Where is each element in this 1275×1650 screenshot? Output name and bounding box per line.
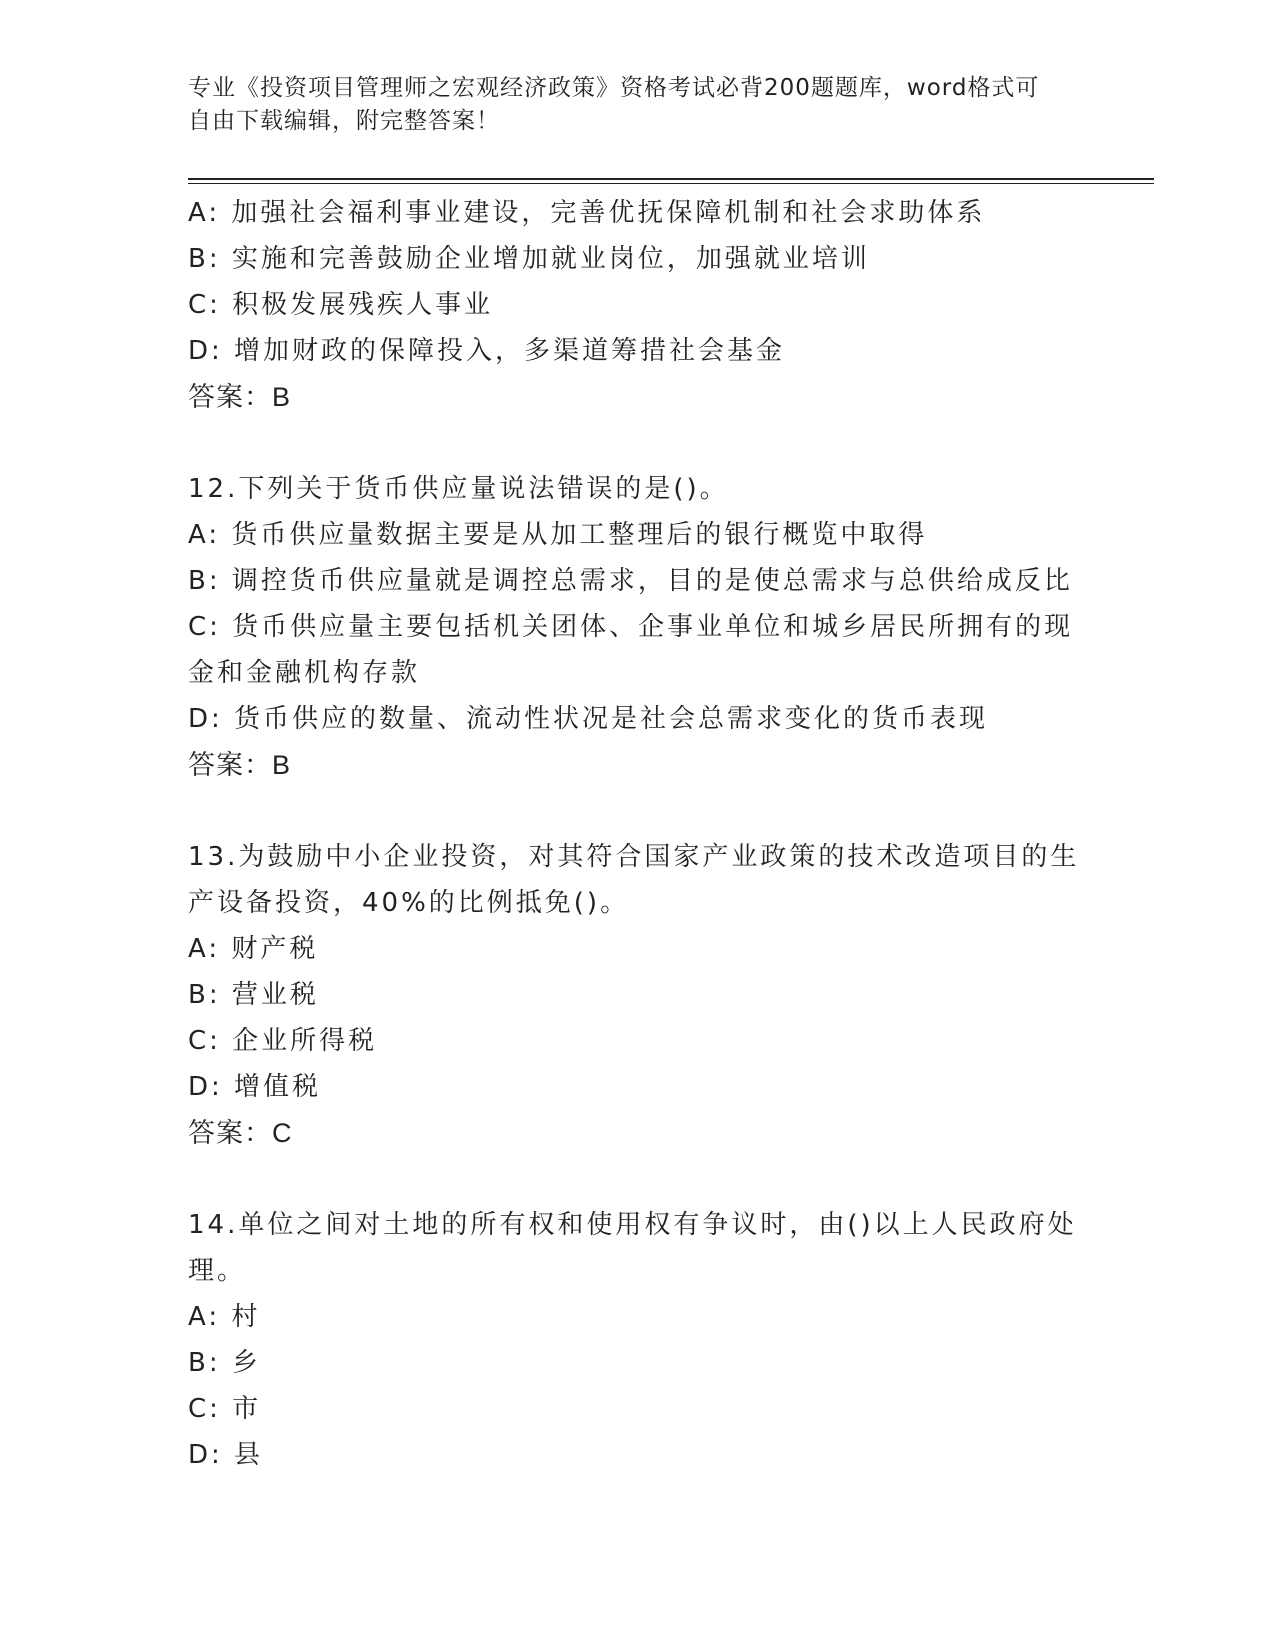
q13-option-c: C: 企业所得税 bbox=[188, 1026, 378, 1056]
question-14-block bbox=[188, 1202, 1088, 1478]
q11-option-a: A: 加强社会福利事业建设，完善优抚保障机制和社会求助体系 bbox=[188, 198, 986, 228]
q13-option-a: A: 财产税 bbox=[188, 934, 319, 964]
q14-option-d: D: 县 bbox=[188, 1440, 264, 1470]
q14-question-line-1: 14.单位之间对土地的所有权和使用权有争议时，由()以上人民政府处 bbox=[188, 1210, 1077, 1240]
q12-option-a: A: 货币供应量数据主要是从加工整理后的银行概览中取得 bbox=[188, 520, 928, 550]
q11-option-d: D: 增加财政的保障投入，多渠道筹措社会基金 bbox=[188, 336, 786, 366]
q12-option-d: D: 货币供应的数量、流动性状况是社会总需求变化的货币表现 bbox=[188, 704, 989, 734]
question-13-block bbox=[188, 834, 1088, 1156]
q11-answer: 答案：B bbox=[188, 382, 292, 412]
q14-option-a: A: 村 bbox=[188, 1302, 261, 1332]
q13-question-line-1: 13.为鼓励中小企业投资，对其符合国家产业政策的技术改造项目的生 bbox=[188, 842, 1080, 872]
header-title-line-1: 专业《投资项目管理师之宏观经济政策》资格考试必背200题题库，word格式可 bbox=[188, 75, 1040, 101]
q14-option-b: B: 乡 bbox=[188, 1348, 261, 1378]
spacer bbox=[188, 1156, 1088, 1202]
question-11-block bbox=[188, 190, 1088, 420]
q12-option-b: B: 调控货币供应量就是调控总需求，目的是使总需求与总供给成反比 bbox=[188, 566, 1073, 596]
question-list bbox=[188, 190, 1088, 1478]
header-divider-thick bbox=[188, 178, 1154, 180]
header-divider-thin bbox=[188, 183, 1154, 184]
q12-option-c-line-2: 金和金融机构存款 bbox=[188, 658, 421, 688]
q11-option-b: B: 实施和完善鼓励企业增加就业岗位，加强就业培训 bbox=[188, 244, 870, 274]
q12-answer: 答案：B bbox=[188, 750, 292, 780]
q14-option-c: C: 市 bbox=[188, 1394, 262, 1424]
spacer bbox=[188, 420, 1088, 466]
spacer bbox=[188, 788, 1088, 834]
q13-option-d: D: 增值税 bbox=[188, 1072, 322, 1102]
q13-answer: 答案：C bbox=[188, 1118, 293, 1148]
q13-option-b: B: 营业税 bbox=[188, 980, 319, 1010]
question-12-block bbox=[188, 466, 1088, 788]
header-title-line-2: 自由下载编辑，附完整答案！ bbox=[188, 108, 500, 134]
q13-question-line-2: 产设备投资，40%的比例抵免()。 bbox=[188, 888, 630, 918]
q11-option-c: C: 积极发展残疾人事业 bbox=[188, 290, 494, 320]
q12-question: 12.下列关于货币供应量说法错误的是()。 bbox=[188, 474, 729, 504]
q14-question-line-2: 理。 bbox=[188, 1256, 247, 1286]
document-header bbox=[188, 72, 1068, 138]
q12-option-c-line-1: C: 货币供应量主要包括机关团体、企事业单位和城乡居民所拥有的现 bbox=[188, 612, 1074, 642]
